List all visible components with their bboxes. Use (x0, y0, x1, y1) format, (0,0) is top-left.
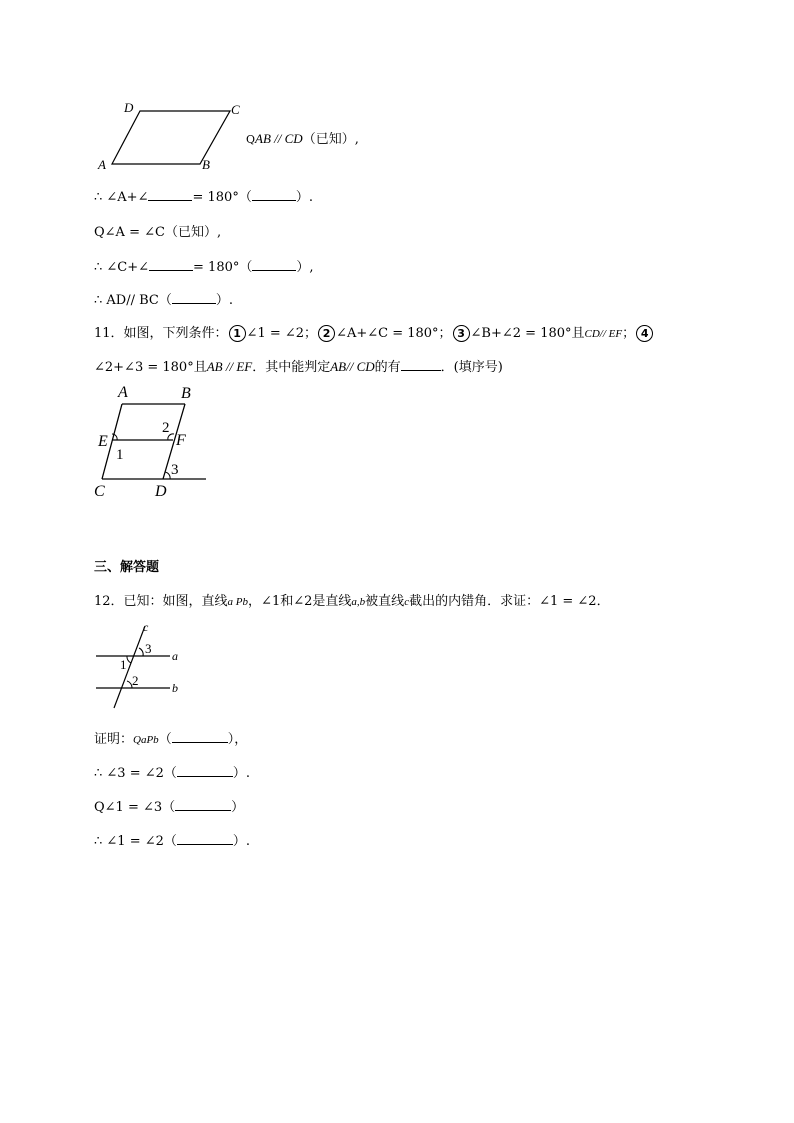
p3-expr: Q∠1 = ∠3 (94, 800, 163, 815)
q12-text3: 和 (280, 594, 294, 609)
q11-answer-blank[interactable] (401, 358, 441, 371)
q11-ask1: ．其中能判定 (252, 360, 331, 375)
cond-3-and: 且 (571, 326, 585, 341)
proof1-line2 (94, 221, 221, 240)
proof1-line1 (94, 186, 313, 205)
label-C: C (94, 483, 105, 500)
label-C: C (231, 102, 240, 117)
q12-text6: 截出的内错角．求证： (409, 594, 540, 609)
q12-c: c (404, 596, 410, 608)
p2-close: ）. (232, 766, 251, 781)
cond-3-sep: ； (622, 326, 636, 341)
p1-close: ）， (227, 732, 248, 747)
q12-text4: 是直线 (312, 594, 352, 609)
q12-line1 (94, 590, 610, 609)
label-B: B (202, 157, 210, 172)
angle-2-label: 2 (162, 420, 170, 436)
p1-open: （ (158, 732, 172, 747)
angle-3-label: 3 (171, 462, 179, 478)
angle-1-label: 1 (120, 657, 127, 672)
q11-ask3: ．(填序号) (440, 360, 503, 375)
cond-4-par: AB // EF (206, 359, 253, 374)
angle-1-arc (127, 656, 131, 663)
q12-figure (90, 618, 190, 713)
cond-4: ∠2+∠3 = 180° (94, 360, 194, 375)
q12-proof-line1 (94, 728, 247, 747)
q12-goal: ∠1 = ∠2 (539, 594, 597, 609)
p3-close: ） (231, 800, 245, 815)
p4-close: ）. (232, 834, 251, 849)
given-reason: （已知）, (302, 132, 359, 147)
q12-ab: a,b (351, 596, 366, 608)
cond-4-and: 且 (193, 360, 207, 375)
l3-prefix: ∴ ∠C+∠ (94, 260, 150, 275)
proof-label: 证明： (94, 732, 134, 747)
p4-expr: ∴ ∠1 = ∠2 (94, 834, 164, 849)
blank-4[interactable] (252, 258, 296, 271)
q12-text1: 12．已知：如图，直线 (94, 594, 228, 609)
cond-2: ∠A+∠C = 180°； (336, 326, 452, 341)
q12-proof-line2 (94, 762, 250, 781)
circled-1: 1 (229, 325, 246, 342)
blank-1[interactable] (148, 188, 192, 201)
l3-mid: = 180°（ (193, 260, 253, 275)
label-F: F (176, 432, 186, 449)
proof1-line4 (94, 289, 233, 308)
q12-text5: 被直线 (365, 594, 405, 609)
blank-5[interactable] (172, 291, 216, 304)
l4-prefix: ∴ AD// BC (94, 293, 159, 308)
circled-4: 4 (636, 325, 653, 342)
line-c (114, 626, 145, 708)
cond-3-par: CD// EF (584, 328, 623, 340)
l2-prefix: Q∠A = ∠C (94, 225, 165, 240)
angle-1-label: 1 (116, 447, 124, 463)
q12-blank-3[interactable] (175, 798, 231, 811)
l1-mid: = 180°（ (192, 190, 252, 205)
angle-3-arc (139, 648, 143, 656)
p4-open: （ (163, 834, 177, 849)
section-title: 三、解答题 (94, 560, 160, 575)
q12-angle1: ∠1 (261, 594, 281, 609)
parallelogram-shape (112, 111, 230, 164)
q12-angle2: ∠2 (293, 594, 313, 609)
q11-line2 (94, 356, 503, 375)
q12-proof-line3 (94, 796, 244, 815)
l1-prefix: ∴ ∠A+∠ (94, 190, 149, 205)
label-A: A (98, 157, 106, 172)
q11-ask-par: AB// CD (330, 359, 375, 374)
l1-end: ）. (295, 190, 313, 205)
blank-3[interactable] (149, 258, 193, 271)
l4-mid: （ (158, 293, 172, 308)
l4-end: ）. (215, 293, 234, 308)
angle-3-arc (165, 472, 170, 479)
angle-2-label: 2 (132, 673, 139, 688)
q12-lines-par: a Pb (227, 596, 249, 608)
label-D: D (155, 483, 167, 500)
given-expr: AB // CD (255, 131, 303, 146)
cond-3: ∠B+∠2 = 180° (470, 326, 572, 341)
p2-expr: ∴ ∠3 = ∠2 (94, 766, 164, 781)
label-B: B (181, 385, 191, 402)
l3-end: ）, (296, 260, 314, 275)
q12-text7: ． (596, 594, 610, 609)
label-E: E (98, 433, 108, 450)
circled-2: 2 (318, 325, 335, 342)
label-c: c (143, 620, 149, 634)
p2-open: （ (163, 766, 177, 781)
p1-expr: QaPb (133, 734, 159, 746)
q11-line1 (94, 322, 654, 342)
q11-number: 11．如图，下列条件： (94, 326, 228, 341)
p3-open: （ (162, 800, 176, 815)
angle-3-label: 3 (145, 641, 152, 656)
q12-blank-1[interactable] (172, 730, 228, 743)
q12-text2: ， (248, 594, 262, 609)
label-D: D (124, 100, 134, 115)
label-b: b (172, 681, 178, 695)
cond-1: ∠1 = ∠2； (246, 326, 318, 341)
q12-blank-4[interactable] (177, 832, 233, 845)
proof1-line3 (94, 256, 314, 275)
l2-reason: （已知）, (164, 225, 222, 240)
given-line (246, 128, 359, 147)
q11-ask2: 的有 (374, 360, 401, 375)
q12-proof-line4 (94, 830, 250, 849)
q12-blank-2[interactable] (177, 764, 233, 777)
q11-figure (90, 382, 215, 502)
label-a: a (172, 649, 178, 663)
given-prefix: Q (246, 133, 256, 146)
label-A: A (118, 384, 128, 401)
circled-3: 3 (453, 325, 470, 342)
blank-2[interactable] (252, 188, 296, 201)
parallelogram-figure (90, 96, 250, 176)
